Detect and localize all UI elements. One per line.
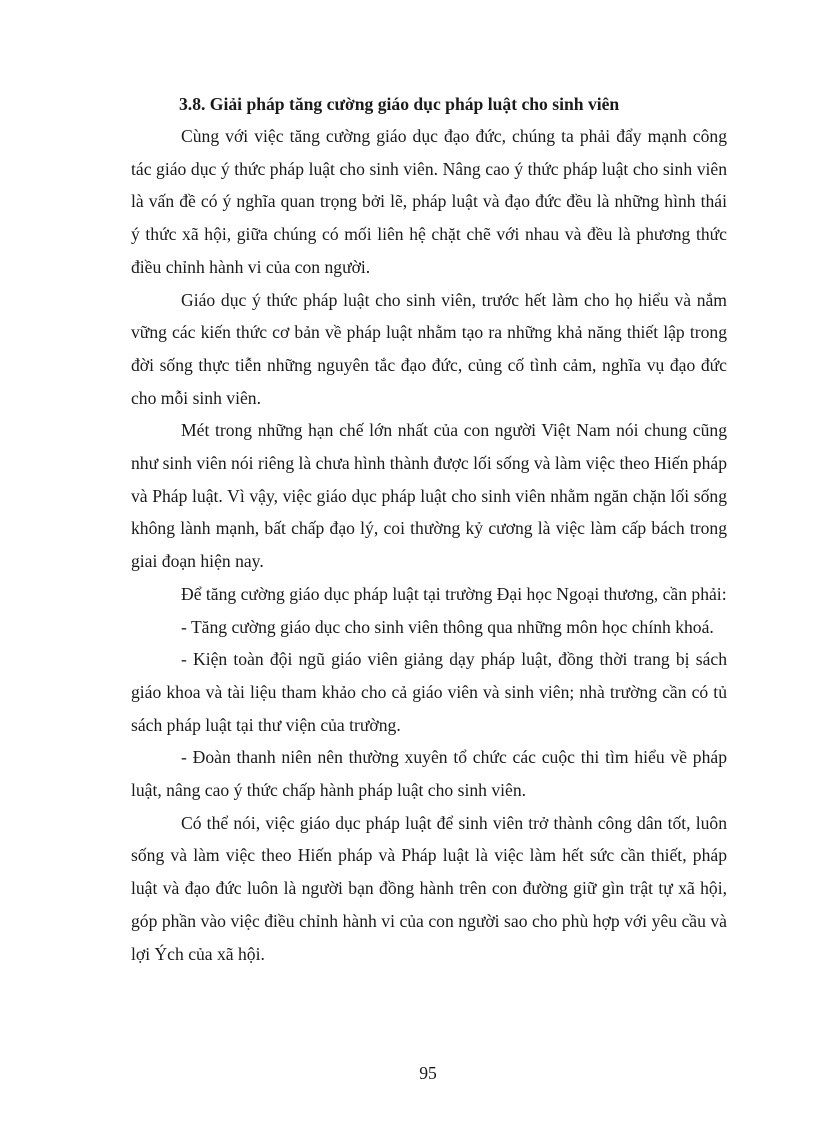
- list-item-curriculum: - Tăng cường giáo dục cho sinh viên thông qua những môn học chính khoá.: [181, 616, 714, 637]
- section-heading: 3.8. Giải pháp tăng cường giáo dục pháp luật cho sinh viên: [179, 94, 620, 114]
- paragraph-conclusion: Có thể nói, việc giáo dục pháp luật để sinh viên trở thành công dân tốt, luôn sống và làm việc theo Hiến pháp và Pháp luật là việc làm hết sức cần thiết, pháp luật và đạo đức luôn là người bạn đồng hành trên con đường giữ gìn trật tự xã hội, góp phần vào việc điều chỉnh hành vi của con người sao cho phù hợp với yêu cầu và lợi Ých của xã hội.: [131, 812, 727, 964]
- paragraph-intro: Cùng với việc tăng cường giáo dục đạo đức, chúng ta phải đẩy mạnh công tác giáo dục ý thức pháp luật cho sinh viên. Nâng cao ý thức pháp luật cho sinh viên là vấn đề có ý nghĩa quan trọng bởi lẽ, pháp luật và đạo đức đều là những hình thái ý thức xã hội, giữa chúng có mối liên hệ chặt chẽ với nhau và đều là phương thức điều chỉnh hành vi của con người.: [131, 126, 727, 277]
- page-number: 95: [419, 1063, 437, 1083]
- paragraph-requirements: Để tăng cường giáo dục pháp luật tại trường Đại học Ngoại thương, cần phải:: [181, 583, 727, 604]
- paragraph-education-purpose: Giáo dục ý thức pháp luật cho sinh viên, trước hết làm cho họ hiểu và nắm vững các kiến thức cơ bản về pháp luật nhằm tạo ra những khả năng thiết lập trong đời sống thực tiễn những nguyên tắc đạo đức, củng cố tình cảm, nghĩa vụ đạo đức cho mỗi sinh viên.: [131, 289, 727, 408]
- page-body: [131, 88, 727, 970]
- paragraph-limitations: Mét trong những hạn chế lớn nhất của con người Việt Nam nói chung cũng như sinh viên nói riêng là chưa hình thành được lối sống và làm việc theo Hiến pháp và Pháp luật. Vì vậy, việc giáo dục pháp luật cho sinh viên nhằm ngăn chặn lối sống không lành mạnh, bất chấp đạo lý, coi thường kỷ cương là việc làm cấp bách trong giai đoạn hiện nay.: [131, 420, 727, 572]
- list-item-youth-union: - Đoàn thanh niên nên thường xuyên tổ chức các cuộc thi tìm hiểu về pháp luật, nâng cao ý thức chấp hành pháp luật cho sinh viên.: [131, 747, 727, 801]
- list-item-teachers: - Kiện toàn đội ngũ giáo viên giảng dạy pháp luật, đồng thời trang bị sách giáo khoa và tài liệu tham khảo cho cả giáo viên và sinh viên; nhà trường cần có tủ sách pháp luật tại thư viện của trường.: [131, 649, 727, 735]
